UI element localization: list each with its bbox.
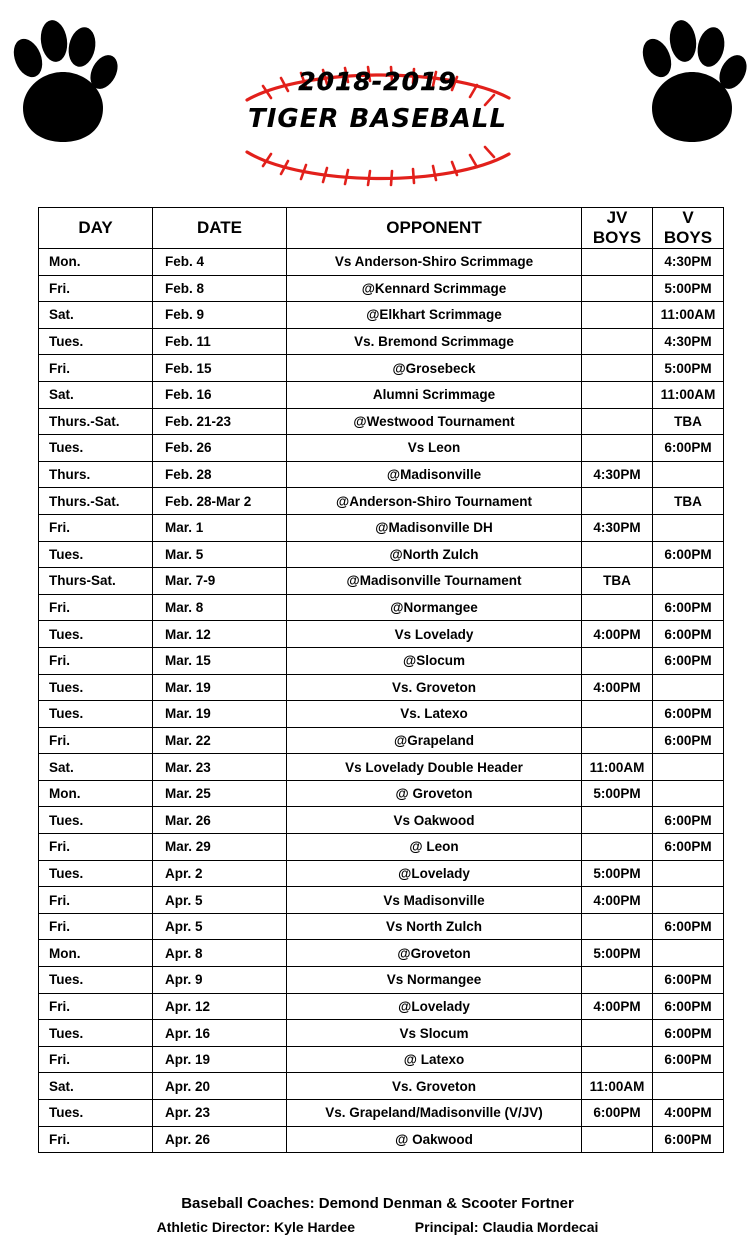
cell-opponent: @Slocum (287, 647, 582, 674)
cell-jv-time: 11:00AM (582, 754, 653, 781)
cell-date: Mar. 12 (153, 621, 287, 648)
cell-jv-time: 11:00AM (582, 1073, 653, 1100)
cell-opponent: Vs Slocum (287, 1020, 582, 1047)
cell-day: Sat. (39, 1073, 153, 1100)
cell-jv-time (582, 594, 653, 621)
cell-v-time: 11:00AM (653, 302, 724, 329)
cell-day: Fri. (39, 913, 153, 940)
cell-day: Tues. (39, 674, 153, 701)
cell-v-time: 6:00PM (653, 834, 724, 861)
cell-jv-time: TBA (582, 568, 653, 595)
title-block (228, 44, 528, 136)
cell-day: Sat. (39, 302, 153, 329)
cell-v-time: 4:00PM (653, 1100, 724, 1127)
cell-v-time: 6:00PM (653, 701, 724, 728)
cell-opponent: Vs Madisonville (287, 887, 582, 914)
cell-v-time (653, 1073, 724, 1100)
cell-opponent: @Madisonville Tournament (287, 568, 582, 595)
cell-day: Tues. (39, 621, 153, 648)
cell-v-time (653, 568, 724, 595)
cell-jv-time (582, 435, 653, 462)
cell-day: Tues. (39, 541, 153, 568)
cell-opponent: Vs. Groveton (287, 1073, 582, 1100)
column-header-date: DATE (153, 208, 287, 249)
cell-day: Thurs. (39, 461, 153, 488)
cell-jv-time (582, 249, 653, 276)
cell-jv-time (582, 1020, 653, 1047)
cell-jv-time: 4:00PM (582, 993, 653, 1020)
cell-jv-time: 4:30PM (582, 461, 653, 488)
cell-opponent: @Groveton (287, 940, 582, 967)
cell-date: Apr. 8 (153, 940, 287, 967)
cell-v-time (653, 754, 724, 781)
cell-jv-time (582, 275, 653, 302)
cell-day: Fri. (39, 647, 153, 674)
table-row (39, 355, 724, 382)
cell-date: Feb. 21-23 (153, 408, 287, 435)
cell-day: Fri. (39, 275, 153, 302)
cell-v-time: 6:00PM (653, 594, 724, 621)
table-row (39, 568, 724, 595)
table-row (39, 940, 724, 967)
table-row (39, 754, 724, 781)
cell-date: Feb. 11 (153, 328, 287, 355)
title-year: 2018-2019 (298, 67, 457, 96)
cell-jv-time (582, 1126, 653, 1153)
cell-date: Feb. 28-Mar 2 (153, 488, 287, 515)
cell-day: Mon. (39, 940, 153, 967)
cell-opponent: Vs Anderson-Shiro Scrimmage (287, 249, 582, 276)
cell-v-time: 6:00PM (653, 727, 724, 754)
cell-date: Apr. 16 (153, 1020, 287, 1047)
cell-date: Mar. 8 (153, 594, 287, 621)
document-footer (0, 1195, 755, 1235)
table-row (39, 913, 724, 940)
cell-opponent: @ Latexo (287, 1046, 582, 1073)
cell-opponent: @Normangee (287, 594, 582, 621)
cell-day: Tues. (39, 807, 153, 834)
cell-v-time: 6:00PM (653, 913, 724, 940)
table-row (39, 834, 724, 861)
cell-date: Apr. 9 (153, 967, 287, 994)
cell-date: Mar. 15 (153, 647, 287, 674)
cell-day: Thurs.-Sat. (39, 408, 153, 435)
cell-v-time (653, 860, 724, 887)
column-header-v-line1: V (682, 208, 694, 227)
cell-date: Feb. 28 (153, 461, 287, 488)
column-header-jv-boys (582, 208, 653, 249)
cell-opponent: Vs Normangee (287, 967, 582, 994)
cell-jv-time: 4:00PM (582, 621, 653, 648)
cell-opponent: Vs. Grapeland/Madisonville (V/JV) (287, 1100, 582, 1127)
table-row (39, 674, 724, 701)
cell-jv-time (582, 647, 653, 674)
table-row (39, 594, 724, 621)
table-row (39, 381, 724, 408)
cell-day: Fri. (39, 355, 153, 382)
cell-jv-time (582, 541, 653, 568)
cell-day: Tues. (39, 1100, 153, 1127)
table-row (39, 860, 724, 887)
table-row (39, 514, 724, 541)
cell-v-time: 6:00PM (653, 1126, 724, 1153)
cell-opponent: Vs North Zulch (287, 913, 582, 940)
cell-date: Feb. 4 (153, 249, 287, 276)
cell-day: Mon. (39, 780, 153, 807)
cell-jv-time: 4:30PM (582, 514, 653, 541)
cell-v-time: 4:30PM (653, 249, 724, 276)
cell-v-time: 5:00PM (653, 275, 724, 302)
cell-date: Mar. 29 (153, 834, 287, 861)
cell-v-time: 6:00PM (653, 993, 724, 1020)
cell-v-time: 6:00PM (653, 967, 724, 994)
cell-date: Mar. 25 (153, 780, 287, 807)
cell-day: Fri. (39, 993, 153, 1020)
cell-opponent: @North Zulch (287, 541, 582, 568)
table-row (39, 993, 724, 1020)
staff-line (0, 1219, 755, 1235)
schedule-table-wrapper (38, 207, 718, 1153)
cell-date: Apr. 19 (153, 1046, 287, 1073)
cell-date: Apr. 2 (153, 860, 287, 887)
cell-day: Fri. (39, 727, 153, 754)
table-row (39, 727, 724, 754)
cell-day: Mon. (39, 249, 153, 276)
cell-date: Apr. 23 (153, 1100, 287, 1127)
cell-day: Thurs.-Sat. (39, 488, 153, 515)
table-row (39, 488, 724, 515)
cell-opponent: Vs Leon (287, 435, 582, 462)
column-header-opponent: OPPONENT (287, 208, 582, 249)
table-row (39, 887, 724, 914)
athletic-director: Athletic Director: Kyle Hardee (156, 1219, 355, 1235)
cell-opponent: Vs Lovelady Double Header (287, 754, 582, 781)
coaches-line: Baseball Coaches: Demond Denman & Scooter Fortner (181, 1195, 574, 1212)
cell-date: Mar. 7-9 (153, 568, 287, 595)
column-header-jv-line1: JV (606, 208, 628, 227)
column-header-day: DAY (39, 208, 153, 249)
cell-v-time (653, 674, 724, 701)
cell-opponent: @ Oakwood (287, 1126, 582, 1153)
cell-day: Tues. (39, 701, 153, 728)
cell-v-time: 6:00PM (653, 435, 724, 462)
cell-day: Sat. (39, 381, 153, 408)
cell-v-time: 6:00PM (653, 1046, 724, 1073)
table-row (39, 435, 724, 462)
cell-day: Fri. (39, 887, 153, 914)
cell-jv-time (582, 1046, 653, 1073)
cell-date: Mar. 19 (153, 701, 287, 728)
cell-day: Tues. (39, 967, 153, 994)
cell-date: Feb. 26 (153, 435, 287, 462)
cell-opponent: @Anderson-Shiro Tournament (287, 488, 582, 515)
cell-jv-time (582, 355, 653, 382)
cell-v-time: 4:30PM (653, 328, 724, 355)
cell-opponent: Vs Oakwood (287, 807, 582, 834)
cell-date: Mar. 19 (153, 674, 287, 701)
table-row (39, 541, 724, 568)
cell-day: Fri. (39, 1126, 153, 1153)
tiger-paw-icon (8, 14, 118, 154)
cell-opponent: Alumni Scrimmage (287, 381, 582, 408)
cell-jv-time: 4:00PM (582, 887, 653, 914)
table-row (39, 461, 724, 488)
cell-day: Tues. (39, 1020, 153, 1047)
cell-day: Thurs-Sat. (39, 568, 153, 595)
cell-opponent: Vs. Groveton (287, 674, 582, 701)
cell-date: Feb. 8 (153, 275, 287, 302)
cell-date: Feb. 16 (153, 381, 287, 408)
table-row (39, 408, 724, 435)
cell-date: Apr. 20 (153, 1073, 287, 1100)
table-row (39, 275, 724, 302)
cell-day: Fri. (39, 514, 153, 541)
cell-jv-time: 5:00PM (582, 860, 653, 887)
cell-v-time (653, 780, 724, 807)
principal: Principal: Claudia Mordecai (414, 1219, 599, 1235)
cell-opponent: @Lovelady (287, 860, 582, 887)
cell-opponent: @Westwood Tournament (287, 408, 582, 435)
cell-jv-time (582, 727, 653, 754)
cell-jv-time (582, 488, 653, 515)
cell-v-time (653, 514, 724, 541)
cell-opponent: @Grapeland (287, 727, 582, 754)
schedule-table (38, 207, 724, 1153)
cell-date: Apr. 5 (153, 913, 287, 940)
cell-opponent: Vs Lovelady (287, 621, 582, 648)
cell-date: Mar. 26 (153, 807, 287, 834)
cell-opponent: @ Leon (287, 834, 582, 861)
cell-opponent: @ Groveton (287, 780, 582, 807)
cell-jv-time: 6:00PM (582, 1100, 653, 1127)
cell-day: Sat. (39, 754, 153, 781)
cell-v-time (653, 887, 724, 914)
cell-v-time (653, 461, 724, 488)
cell-v-time: 6:00PM (653, 1020, 724, 1047)
cell-opponent: Vs. Bremond Scrimmage (287, 328, 582, 355)
table-body (39, 249, 724, 1153)
cell-jv-time: 4:00PM (582, 674, 653, 701)
cell-day: Fri. (39, 594, 153, 621)
cell-day: Tues. (39, 328, 153, 355)
cell-jv-time (582, 408, 653, 435)
table-row (39, 328, 724, 355)
column-header-v-line2: BOYS (663, 228, 713, 247)
table-row (39, 1100, 724, 1127)
table-row (39, 249, 724, 276)
cell-date: Mar. 1 (153, 514, 287, 541)
cell-opponent: @Elkhart Scrimmage (287, 302, 582, 329)
title-main: TIGER BASEBALL (247, 104, 508, 135)
cell-day: Fri. (39, 1046, 153, 1073)
cell-opponent: @Grosebeck (287, 355, 582, 382)
column-header-v-boys (653, 208, 724, 249)
document-header (0, 0, 755, 196)
cell-jv-time (582, 834, 653, 861)
cell-date: Feb. 15 (153, 355, 287, 382)
cell-v-time: 5:00PM (653, 355, 724, 382)
tiger-paw-icon (637, 14, 747, 154)
cell-opponent: @Madisonville (287, 461, 582, 488)
table-row (39, 621, 724, 648)
cell-opponent: @Kennard Scrimmage (287, 275, 582, 302)
column-header-jv-line2: BOYS (592, 228, 642, 247)
cell-v-time (653, 940, 724, 967)
cell-jv-time (582, 807, 653, 834)
cell-jv-time (582, 328, 653, 355)
cell-date: Apr. 12 (153, 993, 287, 1020)
table-header-row (39, 208, 724, 249)
table-row (39, 1020, 724, 1047)
cell-date: Mar. 22 (153, 727, 287, 754)
cell-date: Feb. 9 (153, 302, 287, 329)
table-header (39, 208, 724, 249)
cell-jv-time (582, 302, 653, 329)
cell-v-time: 11:00AM (653, 381, 724, 408)
table-row (39, 701, 724, 728)
cell-jv-time (582, 701, 653, 728)
cell-day: Fri. (39, 834, 153, 861)
cell-v-time: 6:00PM (653, 647, 724, 674)
table-row (39, 967, 724, 994)
cell-jv-time (582, 381, 653, 408)
table-row (39, 647, 724, 674)
table-row (39, 1046, 724, 1073)
cell-date: Apr. 5 (153, 887, 287, 914)
cell-jv-time: 5:00PM (582, 780, 653, 807)
cell-v-time: 6:00PM (653, 541, 724, 568)
cell-v-time: 6:00PM (653, 807, 724, 834)
cell-date: Mar. 5 (153, 541, 287, 568)
cell-jv-time (582, 967, 653, 994)
cell-opponent: Vs. Latexo (287, 701, 582, 728)
table-row (39, 1126, 724, 1153)
cell-v-time: TBA (653, 408, 724, 435)
cell-opponent: @Madisonville DH (287, 514, 582, 541)
table-row (39, 1073, 724, 1100)
table-row (39, 302, 724, 329)
cell-opponent: @Lovelady (287, 993, 582, 1020)
cell-date: Apr. 26 (153, 1126, 287, 1153)
table-row (39, 780, 724, 807)
cell-day: Tues. (39, 860, 153, 887)
cell-v-time: TBA (653, 488, 724, 515)
table-row (39, 807, 724, 834)
cell-jv-time (582, 913, 653, 940)
cell-jv-time: 5:00PM (582, 940, 653, 967)
cell-v-time: 6:00PM (653, 621, 724, 648)
cell-day: Tues. (39, 435, 153, 462)
cell-date: Mar. 23 (153, 754, 287, 781)
